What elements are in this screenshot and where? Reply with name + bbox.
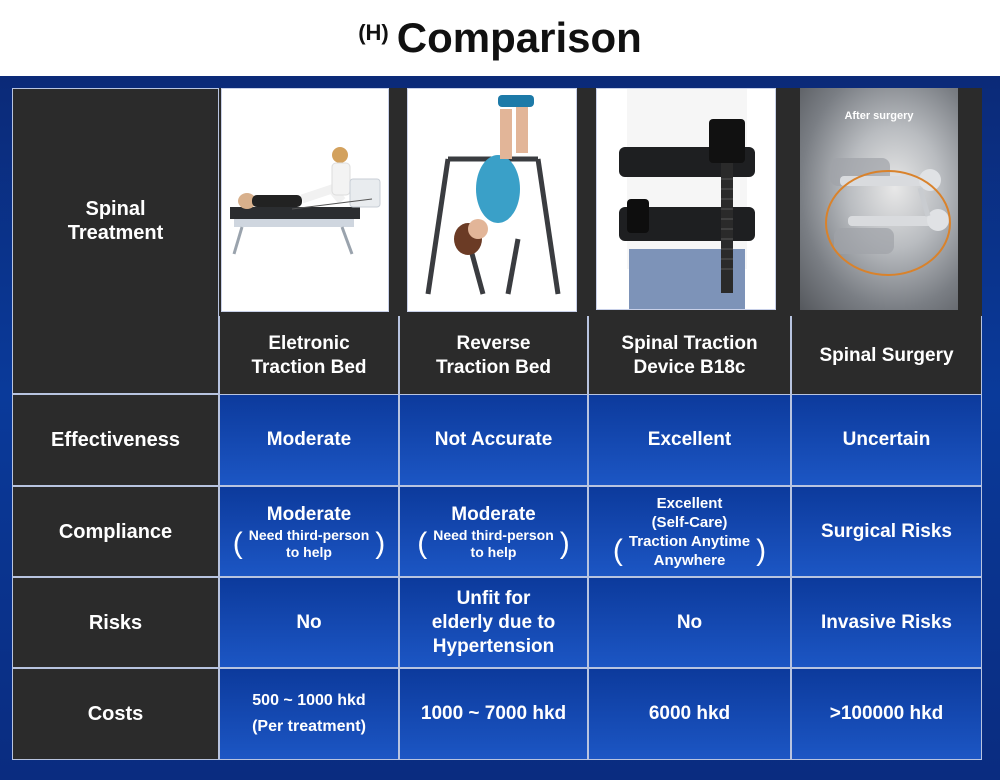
risks-electronic-traction-bed: No — [219, 577, 399, 668]
paren-open: ( — [612, 533, 623, 567]
effectiveness-spinal-surgery: Uncertain — [791, 394, 982, 486]
column-header-electronic-traction-bed — [219, 316, 399, 396]
compliance-electronic-traction-bed — [219, 486, 399, 577]
comparison-table — [12, 88, 982, 775]
comparison-panel — [0, 76, 1000, 780]
column-header-line: Reverse — [456, 332, 531, 354]
page-title — [0, 14, 1000, 62]
effectiveness-spinal-traction-device: Excellent — [588, 394, 791, 486]
risks-reverse-traction-bed — [399, 577, 588, 668]
compliance-note — [433, 527, 554, 561]
compliance-main: Excellent — [656, 494, 723, 512]
row-label-compliance: Compliance — [12, 486, 219, 577]
paren-open: ( — [417, 526, 428, 560]
row-label-effectiveness: Effectiveness — [12, 394, 219, 486]
column-header-line: Device B18c — [633, 356, 746, 378]
compliance-main: (Self-Care) — [651, 513, 728, 531]
paren-close: ) — [756, 533, 767, 567]
column-header-spinal-surgery — [791, 316, 982, 396]
spinal-traction-device-image — [596, 88, 776, 310]
compliance-note-line: Need third-person — [433, 526, 554, 543]
column-header-line: Spinal Traction — [621, 332, 758, 354]
column-header-line: Spinal Surgery — [819, 344, 954, 366]
compliance-note-line: Anywhere — [653, 551, 726, 569]
risks-spinal-traction-device: No — [588, 577, 791, 668]
compliance-spinal-traction-device — [588, 486, 791, 577]
effectiveness-electronic-traction-bed: Moderate — [219, 394, 399, 486]
compliance-note-line: to help — [470, 543, 517, 560]
compliance-main: Moderate — [266, 503, 352, 525]
row-label-costs: Costs — [12, 668, 219, 760]
spinal-surgery-xray-image — [800, 88, 958, 310]
compliance-note-group — [233, 527, 386, 561]
costs-spinal-surgery: >100000 hkd — [791, 668, 982, 760]
compliance-note-line: Traction Anytime — [628, 532, 751, 550]
column-header-line: Eletronic — [268, 332, 350, 354]
header-label-line2: Treatment — [67, 222, 164, 244]
paren-open: ( — [232, 526, 243, 560]
title-prefix: (H) — [358, 20, 389, 45]
xray-caption: After surgery — [844, 110, 914, 122]
column-header-spinal-traction-device — [588, 316, 791, 396]
header-label-cell — [12, 88, 219, 394]
electronic-traction-bed-image — [221, 88, 389, 312]
column-header-line: Traction Bed — [251, 356, 367, 378]
paren-close: ) — [375, 526, 386, 560]
risks-line: Hypertension — [432, 635, 555, 657]
column-header-line: Traction Bed — [435, 356, 552, 378]
compliance-note-line: to help — [286, 543, 332, 560]
costs-spinal-traction-device: 6000 hkd — [588, 668, 791, 760]
risks-line: Unfit for — [456, 587, 531, 609]
compliance-note-group — [417, 527, 570, 561]
column-header-reverse-traction-bed — [399, 316, 588, 396]
compliance-note — [249, 527, 370, 561]
paren-close: ) — [559, 526, 570, 560]
effectiveness-reverse-traction-bed: Not Accurate — [399, 394, 588, 486]
compliance-spinal-surgery: Surgical Risks — [791, 486, 982, 577]
reverse-traction-bed-image — [407, 88, 577, 312]
costs-electronic-traction-bed — [219, 668, 399, 760]
compliance-note — [629, 532, 750, 570]
compliance-note-line: Need third-person — [248, 526, 370, 543]
row-label-risks: Risks — [12, 577, 219, 668]
title-main: Comparison — [396, 14, 642, 61]
compliance-reverse-traction-bed — [399, 486, 588, 577]
compliance-note-group — [613, 532, 766, 570]
risks-line: elderly due to — [431, 611, 556, 633]
costs-reverse-traction-bed: 1000 ~ 7000 hkd — [399, 668, 588, 760]
header-label-line1: Spinal — [85, 198, 146, 220]
costs-line: (Per treatment) — [252, 718, 366, 735]
costs-line: 500 ~ 1000 hkd — [252, 692, 366, 709]
compliance-main: Moderate — [451, 503, 536, 525]
risks-spinal-surgery: Invasive Risks — [791, 577, 982, 668]
